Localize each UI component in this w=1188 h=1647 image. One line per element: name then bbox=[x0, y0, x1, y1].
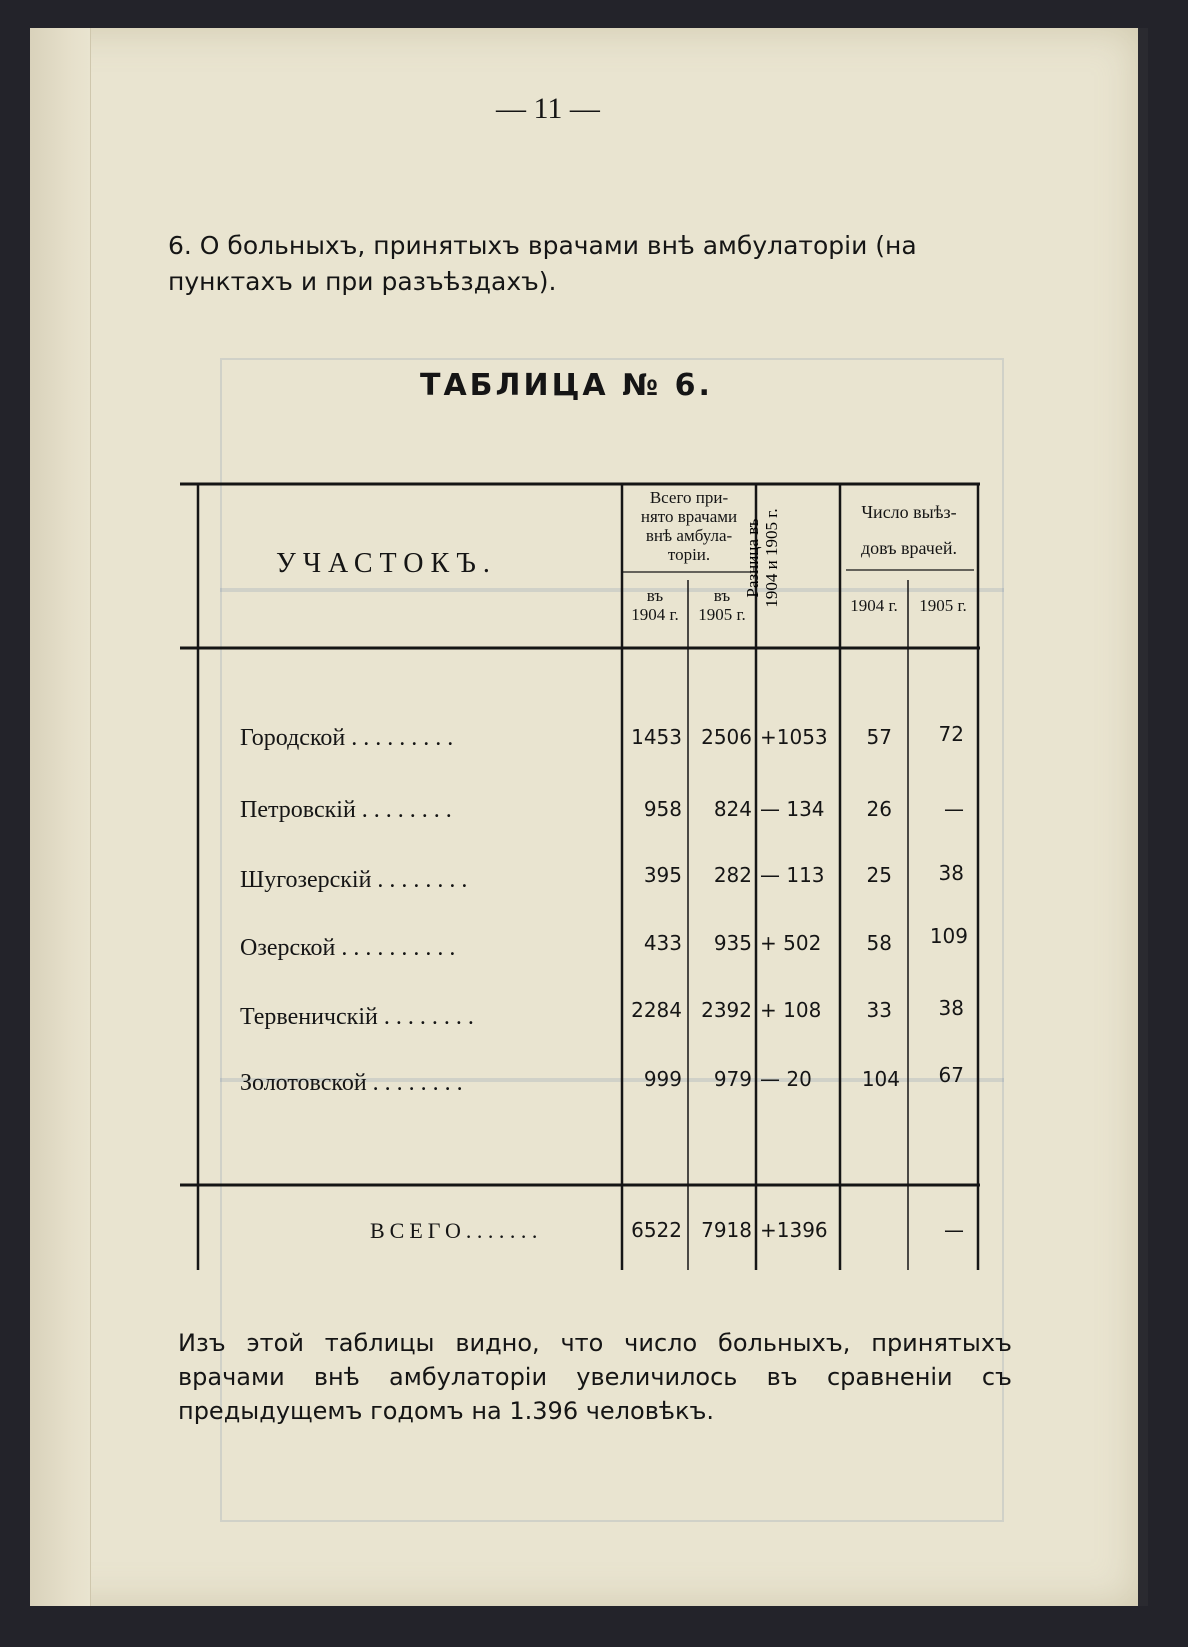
trips-1904: 26 bbox=[866, 797, 892, 821]
header-year-prefix: въ bbox=[646, 586, 664, 605]
row-district-name bbox=[240, 797, 452, 824]
leader-dots: . . . . . . . . . bbox=[351, 725, 454, 751]
leader-dots: . . . . . . . bbox=[465, 1218, 538, 1243]
header-total-line: Всего при- bbox=[649, 488, 729, 507]
value-difference: — 20 bbox=[760, 1067, 812, 1091]
value-difference: +1053 bbox=[760, 725, 828, 749]
header-year-value: 1905 г. bbox=[698, 605, 746, 624]
trips-1905: 38 bbox=[938, 996, 964, 1020]
district-name: Золотовской bbox=[240, 1070, 367, 1096]
leader-dots: . . . . . . . . bbox=[377, 867, 468, 893]
trips-1904: 104 bbox=[861, 1067, 900, 1091]
header-trips-line: довъ врачей. bbox=[861, 538, 957, 558]
trips-1904: 33 bbox=[866, 998, 892, 1022]
value-difference: + 108 bbox=[760, 998, 822, 1022]
trips-1905: 38 bbox=[938, 861, 964, 885]
value-difference: — 113 bbox=[760, 863, 825, 887]
header-total-received bbox=[622, 488, 756, 564]
trips-1905: — bbox=[944, 797, 964, 821]
value-difference: + 502 bbox=[760, 931, 822, 955]
row-district-name bbox=[240, 725, 453, 752]
row-district-name bbox=[240, 1004, 474, 1031]
trips-1904: 25 bbox=[866, 863, 892, 887]
total-1904: 6522 bbox=[631, 1218, 682, 1242]
header-difference bbox=[743, 508, 781, 607]
district-name: Озерской bbox=[240, 935, 336, 961]
header-difference-line: 1904 и 1905 г. bbox=[762, 508, 781, 608]
header-difference-line: Разница въ bbox=[743, 518, 762, 598]
row-district-name bbox=[240, 867, 467, 894]
trips-1905: 67 bbox=[938, 1063, 964, 1087]
value-1905: 2392 bbox=[701, 998, 752, 1022]
conclusion-paragraph: Изъ этой таблицы видно, что число больныхъ, принятыхъ врачами внѣ амбулаторіи увеличилось въ сравненіи съ предыдущемъ годомъ на 1.396 человѣкъ. bbox=[178, 1329, 1012, 1425]
value-1904: 2284 bbox=[631, 998, 682, 1022]
leader-dots: . . . . . . . . bbox=[383, 1004, 474, 1030]
row-district-name bbox=[240, 1070, 463, 1097]
value-1904: 395 bbox=[643, 863, 682, 887]
header-trips-1904: 1904 г. bbox=[850, 596, 898, 615]
header-total-line: нято врачами bbox=[640, 507, 738, 526]
header-total-line: торіи. bbox=[667, 545, 711, 564]
leader-dots: . . . . . . . . bbox=[361, 797, 452, 823]
total-label bbox=[370, 1218, 537, 1244]
header-year-value: 1904 г. bbox=[631, 605, 679, 624]
value-1905: 979 bbox=[713, 1067, 752, 1091]
district-name: Городской bbox=[240, 725, 346, 751]
trips-1904: 58 bbox=[866, 931, 892, 955]
value-1905: 824 bbox=[713, 797, 752, 821]
district-name: Тервеничскій bbox=[240, 1004, 378, 1030]
total-1905: 7918 bbox=[701, 1218, 752, 1242]
total-label-text: ВСЕГО bbox=[370, 1218, 466, 1243]
value-1904: 1453 bbox=[631, 725, 682, 749]
trips-1905: 109 bbox=[929, 924, 968, 948]
header-trips bbox=[840, 494, 978, 566]
header-year-prefix: въ bbox=[713, 586, 731, 605]
district-name: Петровскій bbox=[240, 797, 356, 823]
header-trips-1905: 1905 г. bbox=[919, 596, 967, 615]
header-year-1904 bbox=[622, 586, 688, 624]
value-1904: 999 bbox=[643, 1067, 682, 1091]
value-1904: 958 bbox=[643, 797, 682, 821]
row-district-name bbox=[240, 935, 455, 962]
value-1905: 282 bbox=[713, 863, 752, 887]
value-1905: 935 bbox=[713, 931, 752, 955]
value-1904: 433 bbox=[643, 931, 682, 955]
section-heading: 6. О больныхъ, принятыхъ врачами внѣ амбулаторіи (на пунктахъ и при разъѣздахъ). bbox=[168, 231, 917, 296]
table-title: ТАБЛИЦА № 6. bbox=[420, 368, 713, 403]
trips-1905: 72 bbox=[938, 722, 964, 746]
total-trips-1905: — bbox=[944, 1218, 964, 1242]
trips-1904: 57 bbox=[866, 725, 892, 749]
value-1905: 2506 bbox=[701, 725, 752, 749]
total-difference: +1396 bbox=[760, 1218, 828, 1242]
district-name: Шугозерскій bbox=[240, 867, 372, 893]
header-district: УЧАСТОКЪ. bbox=[276, 548, 497, 579]
page-number: — 11 — bbox=[496, 92, 600, 125]
header-total-line: внѣ амбула- bbox=[645, 526, 733, 545]
leader-dots: . . . . . . . . . . bbox=[341, 935, 456, 961]
leader-dots: . . . . . . . . bbox=[372, 1070, 463, 1096]
header-trips-line: Число выѣз- bbox=[861, 502, 957, 522]
value-difference: — 134 bbox=[760, 797, 825, 821]
